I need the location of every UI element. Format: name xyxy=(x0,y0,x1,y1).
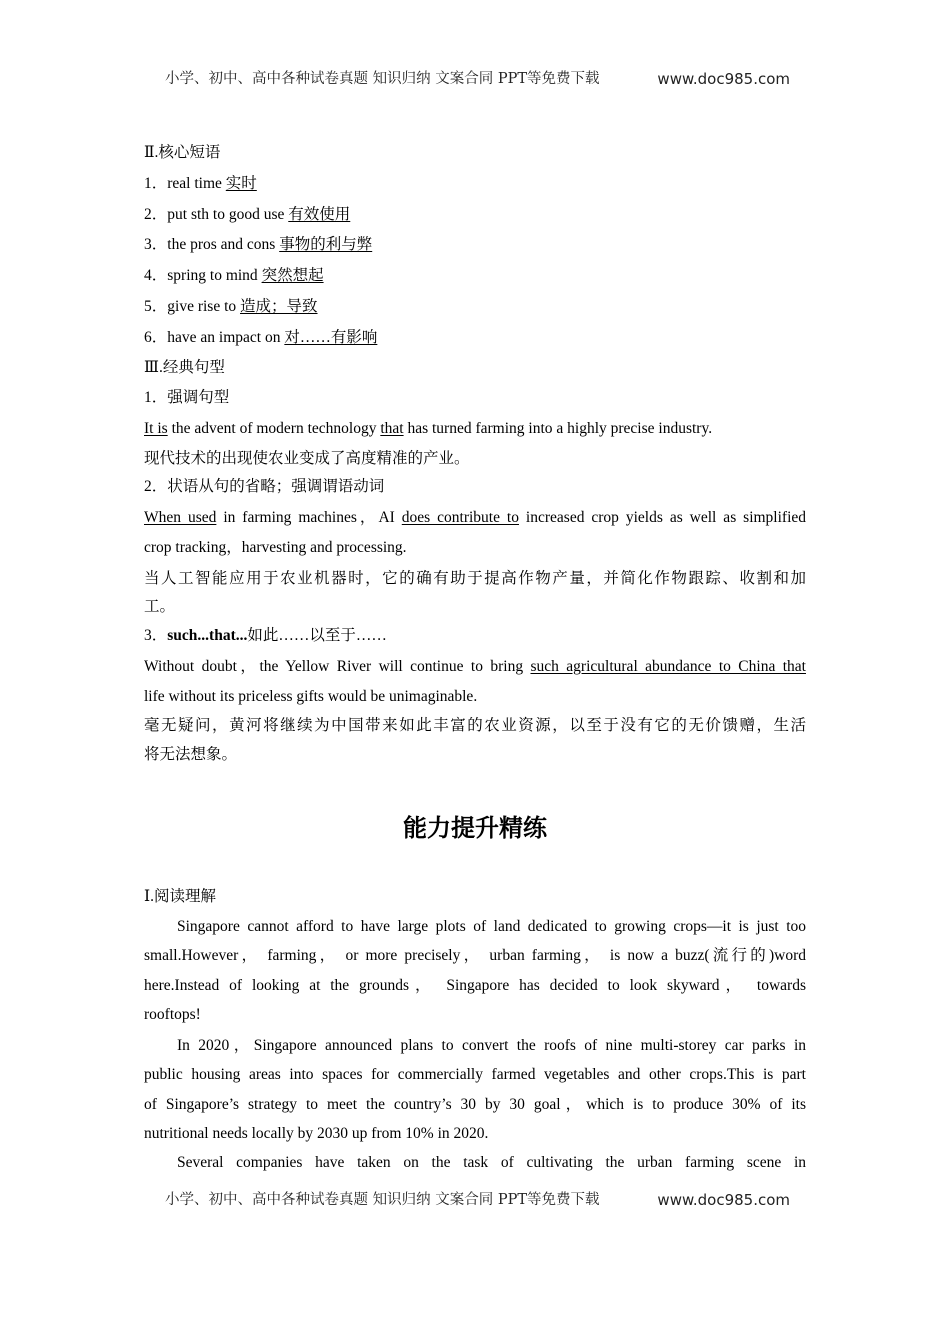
phrase-zh: 实时 xyxy=(225,175,257,192)
sentence-text: crop tracking，harvesting and processing. xyxy=(144,539,407,556)
phrase-zh: 造成；导致 xyxy=(240,298,318,315)
pattern-title xyxy=(144,626,806,646)
phrase-en: give rise to xyxy=(167,298,241,315)
phrase-en: spring to mind xyxy=(167,267,262,284)
section-title: 能力提升精练 xyxy=(403,814,547,842)
sentence-text: the advent of modern technology xyxy=(167,420,381,437)
phrase-en: real time xyxy=(167,175,226,192)
translation: 工。 xyxy=(144,598,176,615)
pattern-title: 2．状语从句的省略；强调谓语动词 xyxy=(144,478,385,495)
underlined-phrase: that xyxy=(380,420,404,437)
paragraph-line: In 2020，Singapore announced plans to convert the roofs of nine multi-storey car parks in xyxy=(177,1037,806,1054)
paragraph-line: public housing areas into spaces for commercially farmed vegetables and other crops.This is part xyxy=(144,1066,806,1083)
paragraph-line: small.However， farming， or more precisely， urban farming， is now a buzz(流行的)word xyxy=(144,947,806,964)
sentence-text: Without doubt，the Yellow River will continue to bring xyxy=(144,658,531,675)
sentence-text: in farming machines，AI xyxy=(216,509,402,526)
item-number: 1． xyxy=(144,175,168,192)
phrase-en: have an impact on xyxy=(167,329,285,346)
phrase-item xyxy=(144,205,806,225)
paragraph-line: here.Instead of looking at the grounds， Singapore has decided to look skyward， towards xyxy=(144,977,806,994)
phrase-item xyxy=(144,266,806,286)
paragraph-line: Singapore cannot afford to have large plots of land dedicated to growing crops—it is just too xyxy=(177,918,806,935)
pattern-keyword: such...that... xyxy=(167,627,248,644)
translation: 现代技术的出现使农业变成了高度精准的产业。 xyxy=(144,450,470,467)
page-footer xyxy=(165,1190,790,1210)
item-number: 5． xyxy=(144,298,168,315)
underlined-phrase: When used xyxy=(144,509,217,526)
section-heading: Ⅰ.阅读理解 xyxy=(144,888,216,905)
underlined-phrase: It is xyxy=(144,420,168,437)
section-heading: Ⅱ.核心短语 xyxy=(144,144,221,161)
phrase-zh: 事物的利与弊 xyxy=(279,236,373,253)
translation: 当人工智能应用于农业机器时，它的确有助于提高作物产量，并简化作物跟踪、收割和加 xyxy=(144,570,806,587)
paragraph-line: of Singapore’s strategy to meet the country’s 30 by 30 goal，which is to produce 30% of its xyxy=(144,1096,806,1113)
pattern-title: 1．强调句型 xyxy=(144,389,230,406)
sentence-text: life without its priceless gifts would be unimaginable. xyxy=(144,688,478,705)
sentence-text: has turned farming into a highly precise industry. xyxy=(403,420,713,437)
phrase-item xyxy=(144,328,806,348)
example-sentence xyxy=(144,508,806,528)
phrase-zh: 有效使用 xyxy=(288,206,351,223)
page-header xyxy=(165,69,790,89)
paragraph-line: nutritional needs locally by 2030 up from 10% in 2020. xyxy=(144,1125,489,1142)
pattern-meaning: 如此……以至于…… xyxy=(247,627,387,644)
translation: 毫无疑问，黄河将继续为中国带来如此丰富的农业资源，以至于没有它的无价馈赠，生活 xyxy=(144,717,806,734)
footer-text: 小学、初中、高中各种试卷真题 知识归纳 文案合同 PPT等免费下载 xyxy=(165,1192,600,1208)
phrase-en: the pros and cons xyxy=(167,236,280,253)
example-sentence xyxy=(144,419,806,439)
sentence-text: increased crop yields as well as simplified xyxy=(518,509,806,526)
item-number: 3． xyxy=(144,627,168,644)
item-number: 6． xyxy=(144,329,168,346)
footer-url[interactable]: www.doc985.com xyxy=(657,1191,790,1209)
paragraph-line: Several companies have taken on the task of cultivating the urban farming scene in xyxy=(177,1154,806,1171)
underlined-phrase: does contribute to xyxy=(401,509,519,526)
phrase-zh: 对……有影响 xyxy=(284,329,378,346)
phrase-item xyxy=(144,235,806,255)
phrase-item xyxy=(144,297,806,317)
example-sentence xyxy=(144,657,806,677)
underlined-phrase: such agricultural abundance to China that xyxy=(530,658,806,675)
item-number: 2． xyxy=(144,206,168,223)
item-number: 4． xyxy=(144,267,168,284)
header-text: 小学、初中、高中各种试卷真题 知识归纳 文案合同 PPT等免费下载 xyxy=(165,71,600,87)
translation: 将无法想象。 xyxy=(144,746,238,763)
header-url[interactable]: www.doc985.com xyxy=(657,70,790,88)
section-heading: Ⅲ.经典句型 xyxy=(144,359,225,376)
phrase-en: put sth to good use xyxy=(167,206,289,223)
phrase-item xyxy=(144,174,806,194)
item-number: 3． xyxy=(144,236,168,253)
paragraph-line: rooftops! xyxy=(144,1006,201,1023)
phrase-zh: 突然想起 xyxy=(261,267,324,284)
